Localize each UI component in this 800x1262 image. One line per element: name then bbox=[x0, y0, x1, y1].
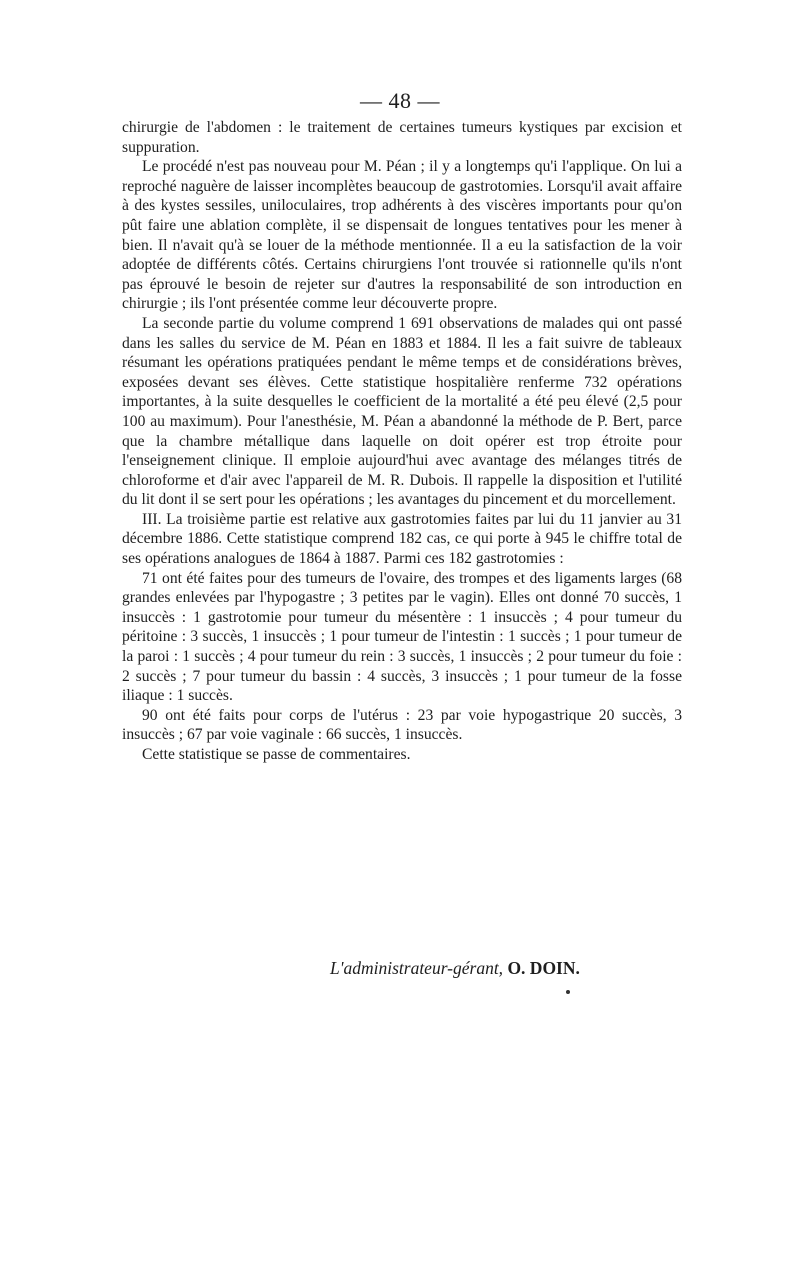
paragraph-2: Le procédé n'est pas nouveau pour M. Péan ; il y a longtemps qu'i l'applique. On lui a reproché naguère de laisser incomplètes beaucoup de gastrotomies. Lorsqu'il avait affaire à des kystes sessiles, uniloculaires, trop adhérents à des viscères importants pour qu'on pût faire une ablation complète, il se dispensait de longues tentatives pour les mener à bien. Il n'avait qu'à se louer de la méthode mentionnée. Il a eu la satisfaction de la voir adoptée de différents côtés. Certains chirurgiens l'ont trouvée si rationnelle qu'ils n'ont pas éprouvé le besoin de rejeter sur d'autres la responsabilité de son introduction en chirurgie ; ils l'ont présentée comme leur découverte propre. bbox=[122, 158, 682, 313]
body-text bbox=[122, 118, 682, 765]
signature bbox=[330, 958, 690, 979]
ink-dot bbox=[566, 990, 570, 994]
signature-role: L'administrateur-gérant, bbox=[330, 958, 504, 978]
signature-name: O. DOIN. bbox=[507, 958, 580, 978]
paragraph-3: La seconde partie du volume comprend 1 691 observations de malades qui ont passé dans les salles du service de M. Péan en 1883 et 1884. Il les a fait suivre de tableaux résumant les opérations pratiquées pendant le même temps et de considérations brèves, exposées devant ses élèves. Cette statistique hospitalière renferme 732 opérations importantes, à la suite desquelles le coefficient de la mortalité a été peu élevé (2,5 pour 100 au maximum). Pour l'anesthésie, M. Péan a abandonné la méthode de P. Bert, parce que la chambre métallique dans laquelle on doit opérer est trop étroite pour l'enseignement clinique. Il emploie aujourd'hui avec avantage des mélanges titrés de chloroforme et d'air avec l'appareil de M. R. Dubois. Il rappelle la disposition et l'utilité du lit dont il se sert pour les opérations ; les avantages du pincement et du morcellement. bbox=[122, 314, 682, 509]
paragraph-4: III. La troisième partie est relative aux gastrotomies faites par lui du 11 janvier au 31 décembre 1886. Cette statistique comprend 182 cas, ce qui porte à 945 le chiffre total de ses opérations analogues de 1864 à 1887. Parmi ces 182 gastrotomies : bbox=[122, 510, 682, 568]
paragraph-5: 71 ont été faites pour des tumeurs de l'ovaire, des trompes et des ligaments larges (68 grandes enlevées par l'hypogastre ; 3 petites par le vagin). Elles ont donné 70 succès, 1 insuccès : 1 gastrotomie pour tumeur du mésentère : 1 insuccès ; 4 pour tumeur du péritoine : 3 succès, 1 insuccès ; 1 pour tumeur de l'intestin : 1 succès ; 1 pour tumeur de la paroi : 1 succès ; 4 pour tumeur du rein : 3 succès, 1 insuccès ; 2 pour tumeur du foie : 2 succès ; 7 pour tumeur du bassin : 4 succès, 3 insuccès ; 1 pour tumeur de la fosse iliaque : 1 succès. bbox=[122, 569, 682, 705]
paragraph-1: chirurgie de l'abdomen : le traitement de certaines tumeurs kystiques par excision et suppuration. bbox=[122, 119, 682, 156]
paragraph-6: 90 ont été faits pour corps de l'utérus : 23 par voie hypogastrique 20 succès, 3 insuccès ; 67 par voie vaginale : 66 succès, 1 insuccès. bbox=[122, 706, 682, 744]
paragraph-7: Cette statistique se passe de commentaires. bbox=[142, 746, 411, 763]
page-number: — 48 — bbox=[360, 88, 440, 113]
